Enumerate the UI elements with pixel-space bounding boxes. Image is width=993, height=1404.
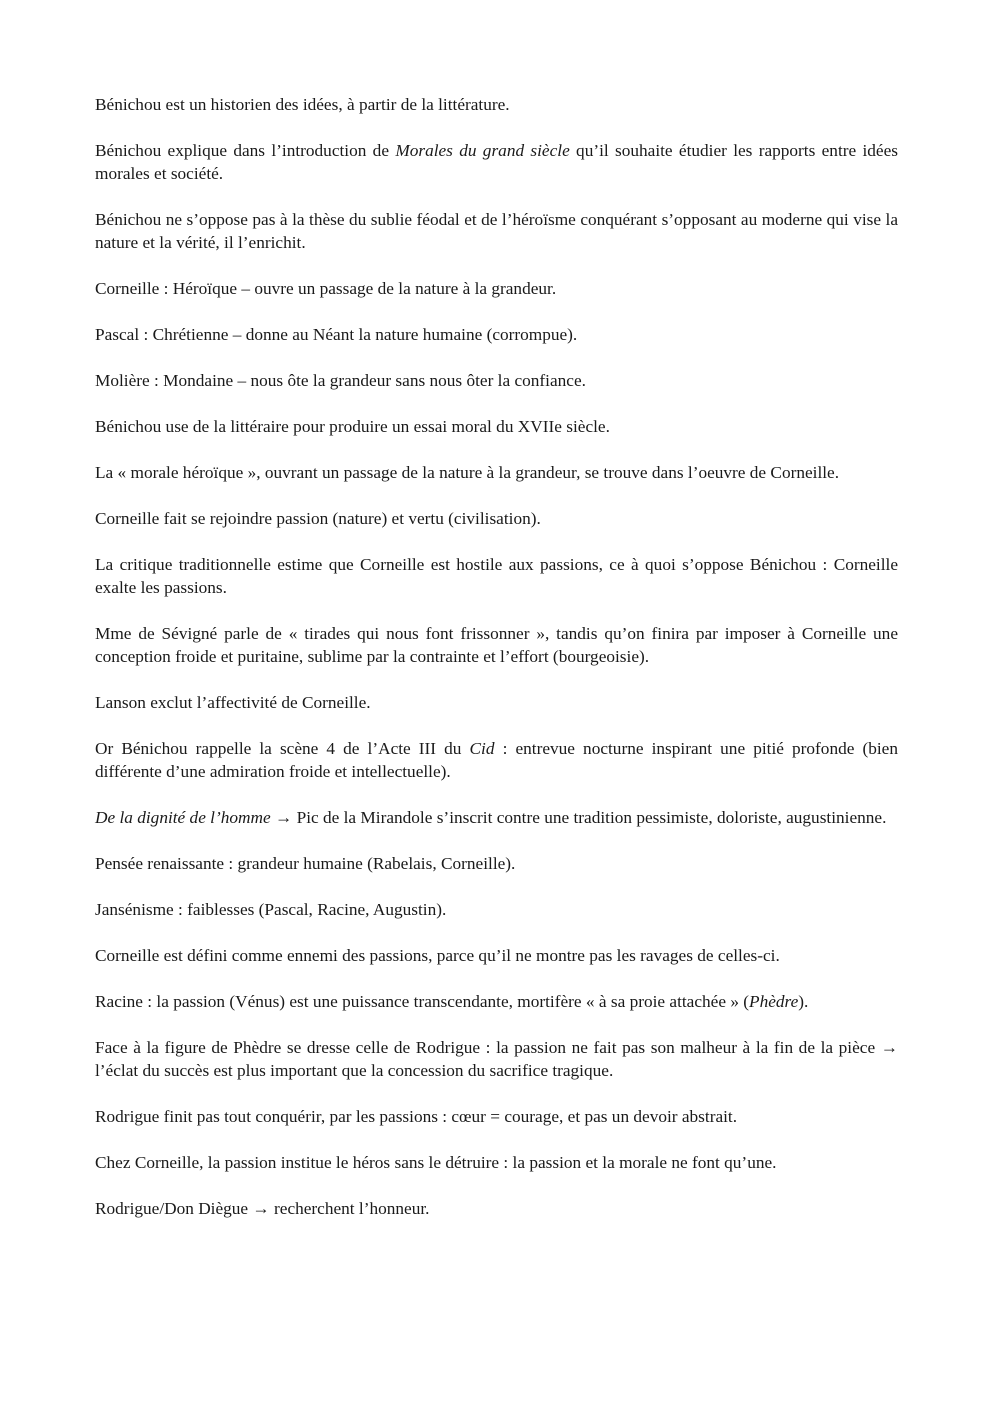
paragraph-15: Pensée renaissante : grandeur humaine (Rabelais, Corneille). [95,854,516,873]
paragraph-18 [95,990,898,1013]
paragraph-11: Mme de Sévigné parle de « tirades qui nous font frissonner », tandis qu’on finira par imposer à Corneille une conception froide et puritaine, sublime par la contrainte et l’effort (bourgeoisie). [95,624,898,666]
document-page [95,93,898,1243]
paragraph-text: Racine : la passion (Vénus) est une puissance transcendante, mortifère « à sa proie attachée » ( [95,992,750,1011]
paragraph-6: Molière : Mondaine – nous ôte la grandeur sans nous ôter la confiance. [95,371,586,390]
paragraph-text: : entrevue nocturne inspirant une pitié profonde (bien différente d’une admiration froide et intellectuelle). [95,739,898,781]
paragraph-12: Lanson exclut l’affectivité de Corneille. [95,693,371,712]
paragraph-14 [95,806,898,829]
paragraph-4: Corneille : Héroïque – ouvre un passage de la nature à la grandeur. [95,279,557,298]
paragraph-22: Rodrigue/Don Diègue → recherchent l’honneur. [95,1199,430,1218]
paragraph-13 [95,737,898,783]
paragraph-3: Bénichou ne s’oppose pas à la thèse du sublie féodal et de l’héroïsme conquérant s’opposant au moderne qui vise la nature et la vérité, il l’enrichit. [95,210,898,252]
play-title: Phèdre [749,992,799,1011]
paragraph-9: Corneille fait se rejoindre passion (nature) et vertu (civilisation). [95,509,541,528]
paragraph-17: Corneille est défini comme ennemi des passions, parce qu’il ne montre pas les ravages de celles-ci. [95,946,780,965]
paragraph-2 [95,139,898,185]
paragraph-16: Jansénisme : faiblesses (Pascal, Racine, Augustin). [95,900,447,919]
paragraph-text: Bénichou explique dans l’introduction de [95,141,396,160]
paragraph-10: La critique traditionnelle estime que Corneille est hostile aux passions, ce à quoi s’oppose Bénichou : Corneille exalte les passions. [95,555,898,597]
book-title: Morales du grand siècle [395,141,570,160]
paragraph-19: Face à la figure de Phèdre se dresse celle de Rodrigue : la passion ne fait pas son malheur à la fin de la pièce → l’éclat du succès est plus important que la concession du sacrifice tragique. [95,1038,898,1080]
paragraph-7: Bénichou use de la littéraire pour produire un essai moral du XVIIe siècle. [95,417,610,436]
work-title: De la dignité de l’homme [95,808,271,827]
paragraph-text: → Pic de la Mirandole s’inscrit contre une tradition pessimiste, doloriste, augustinienne. [270,808,887,827]
paragraph-20: Rodrigue finit pas tout conquérir, par les passions : cœur = courage, et pas un devoir abstrait. [95,1107,738,1126]
paragraph-text: qu’il souhaite étudier les rapports entre idées morales et société. [95,141,898,183]
paragraph-text: Or Bénichou rappelle la scène 4 de l’Acte III du [95,739,470,758]
paragraph-5: Pascal : Chrétienne – donne au Néant la nature humaine (corrompue). [95,325,578,344]
play-title: Cid [469,739,495,758]
paragraph-text: ). [798,992,809,1011]
paragraph-21: Chez Corneille, la passion institue le héros sans le détruire : la passion et la morale ne font qu’une. [95,1153,777,1172]
paragraph-1: Bénichou est un historien des idées, à partir de la littérature. [95,95,510,114]
paragraph-8: La « morale héroïque », ouvrant un passage de la nature à la grandeur, se trouve dans l’oeuvre de Corneille. [95,463,840,482]
